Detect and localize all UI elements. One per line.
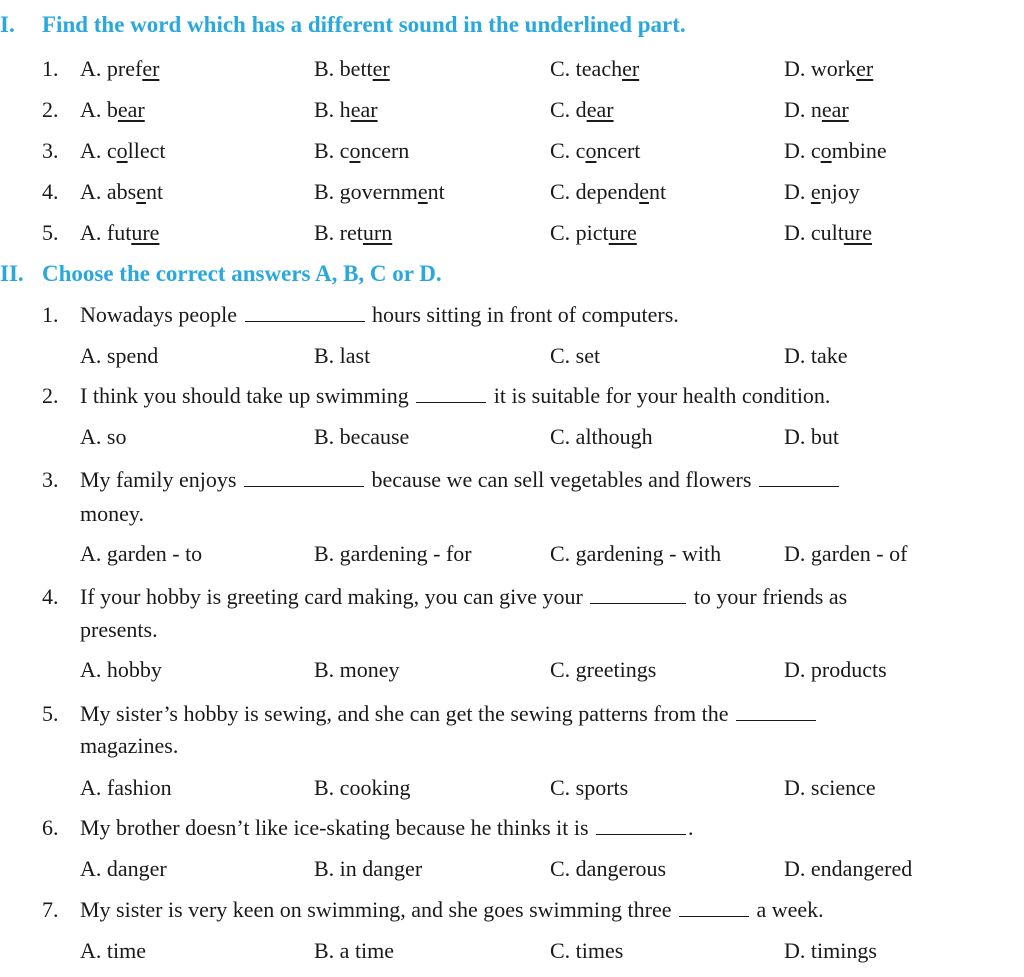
option-b <box>314 138 409 164</box>
option-text: nt <box>145 179 164 204</box>
option-d <box>784 56 873 82</box>
option-a <box>80 138 166 164</box>
question-text <box>80 383 830 409</box>
answer-option-a: A. so <box>80 424 127 449</box>
option-d <box>784 97 849 123</box>
question-number: 1. <box>42 302 59 327</box>
option-a <box>80 97 145 123</box>
section-1-roman: I. <box>0 12 15 37</box>
option-text: D. c <box>784 138 821 163</box>
question-part: My sister is very keen on swimming, and she goes swimming three <box>80 897 672 922</box>
answer-option-c: C. times <box>550 938 624 963</box>
answer-option-a: A. garden - to <box>80 541 203 566</box>
answer-option-d: D. science <box>784 775 876 800</box>
option-text: D. n <box>784 97 822 122</box>
option-text: B. bett <box>314 56 373 81</box>
question-text <box>80 897 824 923</box>
option-text: C. pict <box>550 220 609 245</box>
underlined-part: o <box>820 138 832 163</box>
question-number: 5. <box>42 701 59 726</box>
option-a <box>80 179 163 205</box>
option-c <box>550 56 639 82</box>
answer-blank <box>416 384 486 403</box>
answer-option-a: A. danger <box>80 856 167 881</box>
question-part: Nowadays people <box>80 302 238 327</box>
option-d <box>784 138 887 164</box>
underlined-part: e <box>417 179 428 204</box>
section-1-heading <box>0 12 686 38</box>
question-part: My brother doesn’t like ice-skating because he thinks it is <box>80 815 589 840</box>
underlined-part: e <box>639 179 649 204</box>
option-text: D. <box>784 179 811 204</box>
option-c <box>550 97 614 123</box>
item-number: 4. <box>42 179 59 204</box>
option-text: D. work <box>784 56 857 81</box>
option-text: A. abs <box>80 179 137 204</box>
item-number: 5. <box>42 220 59 245</box>
answer-option-a: A. hobby <box>80 657 162 682</box>
question-number: 7. <box>42 897 59 922</box>
question-part: a week. <box>756 897 824 922</box>
question-text <box>80 467 841 493</box>
question-text <box>80 584 847 610</box>
underlined-part: er <box>142 56 160 81</box>
question-continuation: money. <box>80 501 144 526</box>
item-number: 3. <box>42 138 59 163</box>
underlined-part: e <box>810 179 821 204</box>
section-2-heading <box>0 261 442 287</box>
option-b <box>314 220 392 246</box>
option-text: C. c <box>550 138 586 163</box>
question-part: it is suitable for your health condition. <box>493 383 831 408</box>
question-part: My sister’s hobby is sewing, and she can get the sewing patterns from the <box>80 701 729 726</box>
option-text: llect <box>127 138 166 163</box>
option-text: ncern <box>360 138 410 163</box>
answer-option-c: C. gardening - with <box>550 541 722 566</box>
option-text: C. depend <box>550 179 640 204</box>
question-part: I think you should take up swimming <box>80 383 409 408</box>
answer-option-b: B. cooking <box>314 775 411 800</box>
option-text: njoy <box>820 179 860 204</box>
option-c <box>550 220 637 246</box>
option-text: ncert <box>596 138 641 163</box>
answer-option-c: C. greetings <box>550 657 657 682</box>
section-2-roman: II. <box>0 261 24 286</box>
answer-option-b: B. money <box>314 657 400 682</box>
question-part: If your hobby is greeting card making, you can give your <box>80 584 583 609</box>
answer-option-a: A. fashion <box>80 775 172 800</box>
answer-option-d: D. take <box>784 343 848 368</box>
underlined-part: o <box>585 138 597 163</box>
answer-option-b: B. in danger <box>314 856 423 881</box>
option-d <box>784 179 860 205</box>
question-text <box>80 815 694 841</box>
option-text: B. ret <box>314 220 363 245</box>
underlined-part: ear <box>117 97 145 122</box>
option-text: D. cult <box>784 220 844 245</box>
option-c <box>550 179 666 205</box>
question-part: My family enjoys <box>80 467 237 492</box>
option-text: B. governm <box>314 179 418 204</box>
answer-option-c: C. sports <box>550 775 629 800</box>
answer-blank <box>759 468 839 487</box>
underlined-part: o <box>116 138 128 163</box>
answer-option-b: B. gardening - for <box>314 541 472 566</box>
question-number: 3. <box>42 467 59 492</box>
answer-option-c: C. dangerous <box>550 856 667 881</box>
question-text <box>80 302 679 328</box>
underlined-part: ure <box>131 220 160 245</box>
option-text: B. h <box>314 97 351 122</box>
underlined-part: ure <box>608 220 637 245</box>
underlined-part: er <box>372 56 390 81</box>
answer-option-a: A. spend <box>80 343 159 368</box>
answer-option-d: D. but <box>784 424 839 449</box>
question-continuation: magazines. <box>80 733 179 758</box>
question-continuation: presents. <box>80 617 158 642</box>
answer-blank <box>596 816 686 835</box>
answer-option-c: C. set <box>550 343 601 368</box>
option-b <box>314 179 445 205</box>
underlined-part: ear <box>350 97 378 122</box>
question-part: hours sitting in front of computers. <box>372 302 679 327</box>
option-text: nt <box>648 179 667 204</box>
question-text <box>80 701 818 727</box>
answer-option-d: D. timings <box>784 938 877 963</box>
answer-option-d: D. endangered <box>784 856 913 881</box>
item-number: 2. <box>42 97 59 122</box>
answer-option-a: A. time <box>80 938 146 963</box>
question-part: because we can sell vegetables and flowers <box>371 467 752 492</box>
answer-option-b: B. because <box>314 424 410 449</box>
underlined-part: er <box>622 56 640 81</box>
item-number: 1. <box>42 56 59 81</box>
answer-blank <box>679 898 749 917</box>
option-b <box>314 97 378 123</box>
underlined-part: e <box>136 179 146 204</box>
answer-blank <box>736 702 816 721</box>
option-text: nt <box>427 179 445 204</box>
option-a <box>80 220 159 246</box>
option-a <box>80 56 159 82</box>
option-text: A. c <box>80 138 117 163</box>
underlined-part: ure <box>843 220 872 245</box>
question-number: 4. <box>42 584 59 609</box>
answer-blank <box>590 585 686 604</box>
option-text: C. teach <box>550 56 623 81</box>
option-text: A. fut <box>80 220 132 245</box>
question-part: . <box>688 815 694 840</box>
underlined-part: o <box>349 138 361 163</box>
answer-option-d: D. products <box>784 657 887 682</box>
answer-option-d: D. garden - of <box>784 541 908 566</box>
answer-option-b: B. last <box>314 343 371 368</box>
underlined-part: ear <box>586 97 614 122</box>
answer-blank <box>244 468 364 487</box>
option-c <box>550 138 640 164</box>
option-b <box>314 56 390 82</box>
question-number: 2. <box>42 383 59 408</box>
option-text: mbine <box>831 138 887 163</box>
option-d <box>784 220 872 246</box>
section-2-title: Choose the correct answers A, B, C or D. <box>42 261 442 286</box>
answer-blank <box>245 303 365 322</box>
option-text: B. c <box>314 138 350 163</box>
answer-option-b: B. a time <box>314 938 395 963</box>
underlined-part: urn <box>362 220 393 245</box>
question-number: 6. <box>42 815 59 840</box>
option-text: C. d <box>550 97 587 122</box>
question-part: to your friends as <box>693 584 848 609</box>
option-text: A. pref <box>80 56 143 81</box>
section-1-title: Find the word which has a different sound in the underlined part. <box>42 12 686 37</box>
underlined-part: ear <box>821 97 849 122</box>
option-text: A. b <box>80 97 118 122</box>
answer-option-c: C. although <box>550 424 653 449</box>
underlined-part: er <box>856 56 874 81</box>
